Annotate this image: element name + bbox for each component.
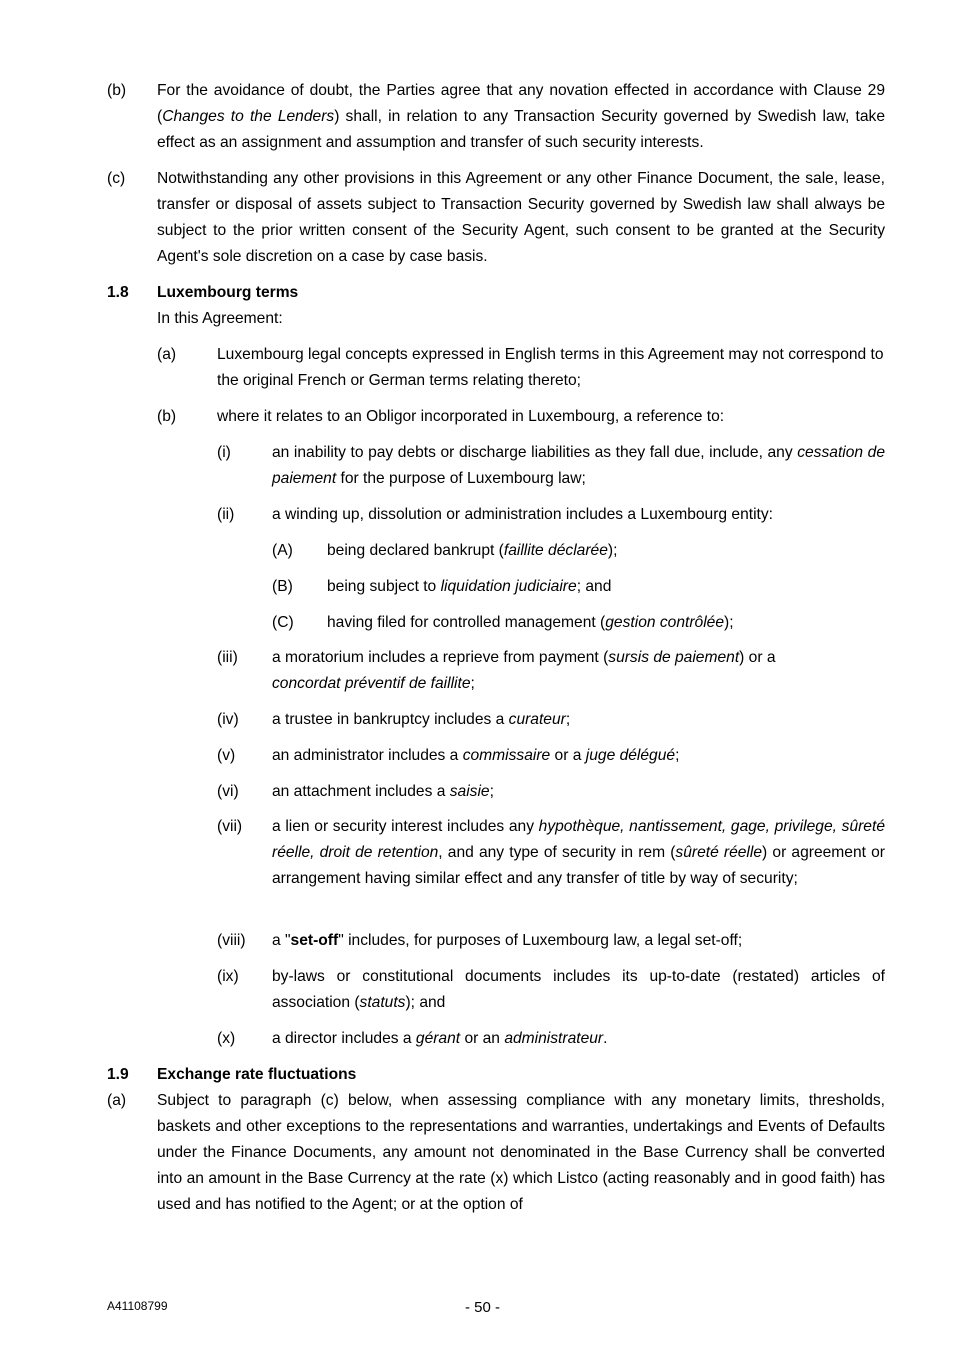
paragraph-c bbox=[107, 166, 885, 270]
subitem-text: being subject to liquidation judiciaire; and bbox=[327, 578, 612, 595]
clause-text: Subject to paragraph (c) below, when assessing compliance with any monetary limits, thresholds, baskets and other exceptions to the representations and warranties, undertakings and Events of Defaults under the Finance Documents, any amount not denominated in the Base Currency shall be converted into an amount in the Base Currency at the rate (x) which Listco (acting reasonably and in good faith) has used and has notified to the Agent; or at the option of bbox=[157, 1092, 885, 1213]
item-number: (viii) bbox=[217, 932, 246, 949]
item-text: an administrator includes a commissaire or a juge délégué; bbox=[272, 747, 680, 764]
item-number: (x) bbox=[217, 1030, 236, 1047]
item-v bbox=[217, 743, 885, 769]
item-text: a lien or security interest includes any hypothèque, nantissement, gage, privilege, sûreté réelle, droit de retention, and any type of security in rem (sûreté réelle) or agreement or arrangement having similar effect and any transfer of title by way of security; bbox=[272, 818, 885, 887]
section-number: 1.9 bbox=[107, 1066, 129, 1083]
paragraph-text: For the avoidance of doubt, the Parties agree that any novation effected in accordance with Clause 29 (Changes to the Lenders) shall, in relation to any Transaction Security governed by Swedish law, take effect as an assignment and assumption and transfer of such security interests. bbox=[157, 82, 886, 151]
item-text: an attachment includes a saisie; bbox=[272, 783, 494, 800]
clause-number: (b) bbox=[157, 408, 177, 425]
item-vii bbox=[217, 814, 885, 892]
clause-number: (a) bbox=[157, 346, 177, 363]
item-number: (ii) bbox=[217, 506, 235, 523]
section-heading-1-8 bbox=[107, 280, 885, 306]
clause-1-8-b bbox=[157, 404, 885, 430]
item-text: a winding up, dissolution or administration includes a Luxembourg entity: bbox=[272, 506, 774, 523]
item-text: a trustee in bankruptcy includes a curateur; bbox=[272, 711, 571, 728]
paragraph-number: (b) bbox=[107, 82, 127, 99]
subitem-C bbox=[272, 610, 885, 636]
subitem-number: (C) bbox=[272, 614, 294, 631]
section-title: Luxembourg terms bbox=[157, 284, 299, 301]
item-ii bbox=[217, 502, 885, 528]
section-number: 1.8 bbox=[107, 284, 129, 301]
paragraph-b bbox=[107, 78, 885, 156]
item-iv bbox=[217, 707, 885, 733]
subitem-number: (B) bbox=[272, 578, 293, 595]
subitem-A bbox=[272, 538, 885, 564]
item-text: a "set-off" includes, for purposes of Luxembourg law, a legal set-off; bbox=[272, 932, 743, 949]
item-number: (vii) bbox=[217, 818, 243, 835]
document-reference: A41108799 bbox=[107, 1299, 168, 1313]
item-text: a moratorium includes a reprieve from payment (sursis de paiement) or a concordat préventif de faillite; bbox=[272, 649, 776, 692]
clause-number: (a) bbox=[107, 1092, 127, 1109]
paragraph-text: Notwithstanding any other provisions in this Agreement or any other Finance Document, the sale, lease, transfer or disposal of assets subject to Transaction Security governed by Swedish law shall always be subject to the prior written consent of the Security Agent, such consent to be granted at the Security Agent's sole discretion on a case by case basis. bbox=[157, 170, 885, 265]
item-number: (iv) bbox=[217, 711, 239, 728]
subitem-text: being declared bankrupt (faillite déclarée); bbox=[327, 542, 618, 559]
item-viii bbox=[217, 928, 885, 954]
item-text: an inability to pay debts or discharge liabilities as they fall due, include, any cessation de paiement for the purpose of Luxembourg law; bbox=[272, 444, 885, 487]
item-vi bbox=[217, 779, 885, 805]
item-iii bbox=[217, 645, 885, 697]
item-i bbox=[217, 440, 885, 492]
subitem-B bbox=[272, 574, 885, 600]
item-number: (iii) bbox=[217, 649, 238, 666]
item-number: (i) bbox=[217, 444, 231, 461]
item-number: (vi) bbox=[217, 783, 239, 800]
clause-1-9-a bbox=[107, 1088, 885, 1218]
item-x bbox=[217, 1026, 885, 1052]
item-ix bbox=[217, 964, 885, 1016]
item-number: (ix) bbox=[217, 968, 239, 985]
paragraph-number: (c) bbox=[107, 170, 126, 187]
item-text: by-laws or constitutional documents includes its up-to-date (restated) articles of association (statuts); and bbox=[272, 968, 885, 1011]
subitem-number: (A) bbox=[272, 542, 293, 559]
item-number: (v) bbox=[217, 747, 236, 764]
section-heading-1-9 bbox=[107, 1062, 885, 1088]
section-intro: In this Agreement: bbox=[157, 310, 283, 327]
item-text: a director includes a gérant or an administrateur. bbox=[272, 1030, 608, 1047]
clause-text: where it relates to an Obligor incorporated in Luxembourg, a reference to: bbox=[217, 408, 725, 425]
clause-text: Luxembourg legal concepts expressed in English terms in this Agreement may not correspond to the original French or German terms relating thereto; bbox=[217, 346, 884, 389]
clause-1-8-a bbox=[157, 342, 885, 394]
page-number: - 50 - bbox=[464, 1299, 500, 1316]
section-title: Exchange rate fluctuations bbox=[157, 1066, 357, 1083]
subitem-text: having filed for controlled management (gestion contrôlée); bbox=[327, 614, 734, 631]
